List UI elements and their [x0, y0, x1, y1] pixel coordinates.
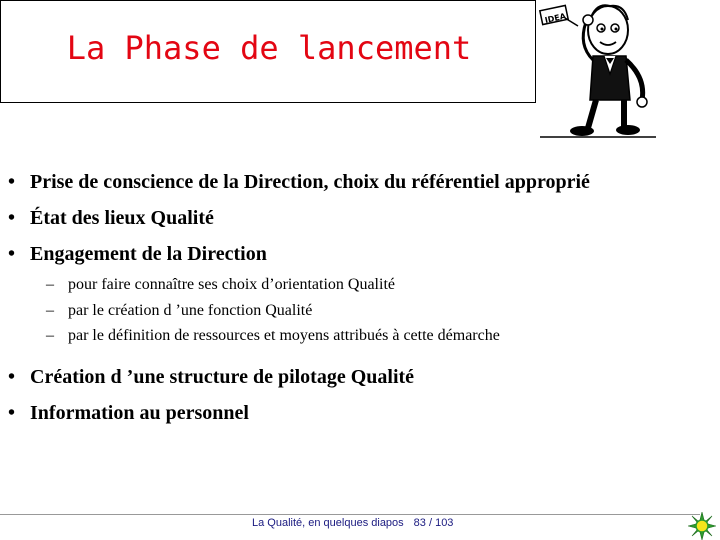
bullet-dot: • [8, 171, 16, 193]
bullet-dot: • [8, 365, 16, 388]
idea-sign [540, 5, 578, 26]
idea-sign-text: IDEA [544, 11, 567, 25]
slide-title: La Phase de lancement [66, 29, 472, 67]
bullet-text: Engagement de la Direction [30, 243, 267, 265]
sub-bullet-dash: – [46, 276, 54, 293]
thinking-man-illustration [538, 0, 658, 140]
bullet-dot: • [8, 207, 16, 229]
sub-bullet-item [8, 272, 720, 298]
bullet-item [8, 395, 720, 431]
bullet-list [8, 164, 720, 431]
bullet-text: Prise de conscience de la Direction, choix du référentiel approprié [30, 171, 590, 193]
sub-bullet-group [8, 272, 720, 349]
bullet-item [8, 236, 720, 272]
footer-divider [0, 514, 700, 515]
page-number: 83 / 103 [413, 517, 454, 529]
bullet-item [8, 359, 720, 395]
bullet-item [8, 200, 720, 236]
title-box [0, 0, 536, 103]
footer-caption: La Qualité, en quelques diapos [252, 517, 404, 529]
sub-bullet-dash: – [46, 301, 54, 319]
bullet-dot: • [8, 401, 16, 424]
sub-bullet-text: pour faire connaître ses choix d’orientation Qualité [68, 276, 395, 293]
sub-bullet-text: par le définition de ressources et moyens attribués à cette démarche [68, 327, 500, 344]
bullet-dot: • [8, 243, 16, 265]
bullet-text: État des lieux Qualité [30, 207, 214, 229]
sub-bullet-item [8, 323, 720, 349]
sun-logo-icon [688, 512, 716, 540]
bullet-item [8, 164, 720, 200]
sub-bullet-dash: – [46, 327, 54, 344]
footer [252, 517, 453, 529]
sub-bullet-text: par le création d ’une fonction Qualité [68, 301, 313, 319]
bullet-text: Information au personnel [30, 401, 249, 424]
bullet-text: Création d ’une structure de pilotage Qualité [30, 365, 415, 388]
sub-bullet-item [8, 298, 720, 324]
